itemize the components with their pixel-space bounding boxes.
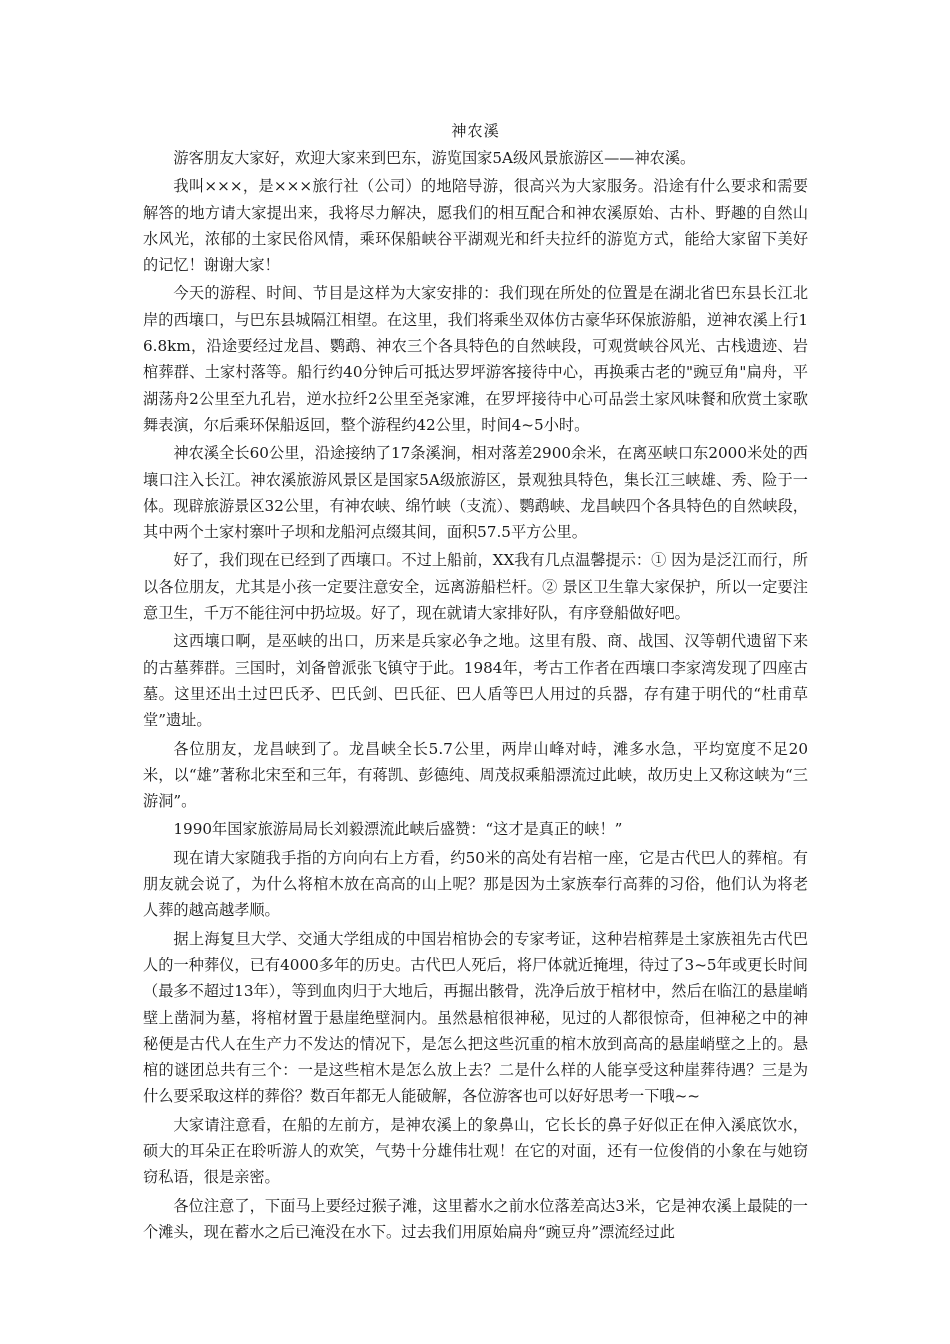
paragraph-safety-tips: 好了，我们现在已经到了西壤口。不过上船前，XX我有几点温馨提示：① 因为是泛江而行，所以各位朋友，尤其是小孩一定要注意安全，远离游船栏杆。② 景区卫生靠大家保护，所以一定要注意卫生，千万不能往河中扔垃圾。好了，现在就请大家排好队，有序登船做好吧。 [143, 551, 808, 623]
paragraph-greeting: 游客朋友大家好，欢迎大家来到巴东，游览国家5A级风景旅游区——神农溪。 [173, 149, 696, 167]
paragraph-hanging-coffins: 据上海复旦大学、交通大学组成的中国岩棺协会的专家考证，这种岩棺葬是土家族祖先古代巴人的一种葬仪，已有4000多年的历史。古代巴人死后，将尸体就近掩埋，待过了3~5年或更长时间（最多不超过13年），等到血肉归于大地后，再掘出骸骨，洗净后放于棺材中，然后在临江的悬崖峭壁上凿洞为墓，将棺材置于悬崖绝壁洞内。虽然悬棺很神秘，见过的人都很惊奇，但神秘之中的神秘便是古代人在生产力不发达的情况下，是怎么把这些沉重的棺木放到高高的悬崖峭壁之上的。悬棺的谜团总共有三个：一是这些棺木是怎么放上去？二是什么样的人能享受这种崖葬待遇？三是为什么要采取这样的葬俗？数百年都无人能破解，各位游客也可以好好思考一下哦~~ [143, 929, 808, 1106]
paragraph-rock-coffin: 现在请大家随我手指的方向向右上方看，约50米的高处有岩棺一座，它是古代巴人的葬棺。有朋友就会说了，为什么将棺木放在高高的山上呢？那是因为土家族奉行高葬的习俗，他们认为将老人葬的越高越孝顺。 [143, 848, 808, 920]
paragraph-longchang-gorge: 各位朋友，龙昌峡到了。龙昌峡全长5.7公里，两岸山峰对峙，滩多水急，平均宽度不足20米，以“雄”著称北宋至和三年，有蒋凯、彭德纯、周茂叔乘船漂流过此峡，故历史上又称这峡为“三游洞”。 [143, 739, 808, 811]
paragraph-elephant-trunk-hill: 大家请注意看，在船的左前方，是神农溪上的象鼻山，它长长的鼻子好似正在伸入溪底饮水，硕大的耳朵正在聆听游人的欢笑，气势十分雄伟壮观！在它的对面，还有一位俊俏的小象在与她窃窃私语，很是亲密。 [143, 1115, 808, 1187]
paragraph-monkey-rapids: 各位注意了，下面马上要经过猴子滩，这里蓄水之前水位落差高达3米，它是神农溪上最陡的一个滩头，现在蓄水之后已淹没在水下。过去我们用原始扁舟“豌豆舟”漂流经过此 [143, 1196, 808, 1241]
paragraph-xirangkou-history: 这西壤口啊，是巫峡的出口，历来是兵家必争之地。这里有殷、商、战国、汉等朝代遗留下来的古墓葬群。三国时，刘备曾派张飞镇守于此。1984年，考古工作者在西壤口李家湾发现了四座古墓。这里还出土过巴氏矛、巴氏剑、巴氏征、巴人盾等巴人用过的兵器，存有建于明代的“杜甫草堂”遗址。 [143, 632, 808, 730]
paragraph-itinerary: 今天的游程、时间、节目是这样为大家安排的：我们现在所处的位置是在湖北省巴东县长江北岸的西壤口，与巴东县城隔江相望。在这里，我们将乘坐双体仿古豪华环保旅游船，逆神农溪上行16.8km，沿途要经过龙昌、鹦鹉、神农三个各具特色的自然峡段，可观赏峡谷风光、古栈遗迹、岩棺葬群、土家村落等。船行约40分钟后可抵达罗坪游客接待中心，再换乘古老的"豌豆角"扁舟，平湖荡舟2公里至九孔岩，逆水拉纤2公里至尧家滩，在罗坪接待中心可品尝土家风味餐和欣赏土家歌舞表演，尔后乘环保船返回，整个游程约42公里，时间4~5小时。 [143, 284, 808, 434]
document-page [143, 118, 808, 1247]
paragraph-stream-overview: 神农溪全长60公里，沿途接纳了17条溪涧，相对落差2900余米，在离巫峡口东2000米处的西壤口注入长江。神农溪旅游风景区是国家5A级旅游区，景观独具特色，集长江三峡雄、秀、险于一体。现辟旅游景区32公里，有神农峡、绵竹峡（支流）、鹦鹉峡、龙昌峡四个各具特色的自然峡段，其中两个土家村寨叶子坝和龙船河点缀其间，面积57.5平方公里。 [143, 444, 808, 542]
document-title: 神农溪 [451, 122, 500, 140]
paragraph-guide-intro: 我叫×××，是×××旅行社（公司）的地陪导游，很高兴为大家服务。沿途有什么要求和需要解答的地方请大家提出来，我将尽力解决，愿我们的相互配合和神农溪原始、古朴、野趣的自然山水风光，浓郁的土家民俗风情，乘环保船峡谷平湖观光和纤夫拉纤的游览方式，能给大家留下美好的记忆！谢谢大家！ [143, 177, 808, 275]
paragraph-quote-1990: 1990年国家旅游局局长刘毅漂流此峡后盛赞：“这才是真正的峡！” [173, 820, 623, 839]
